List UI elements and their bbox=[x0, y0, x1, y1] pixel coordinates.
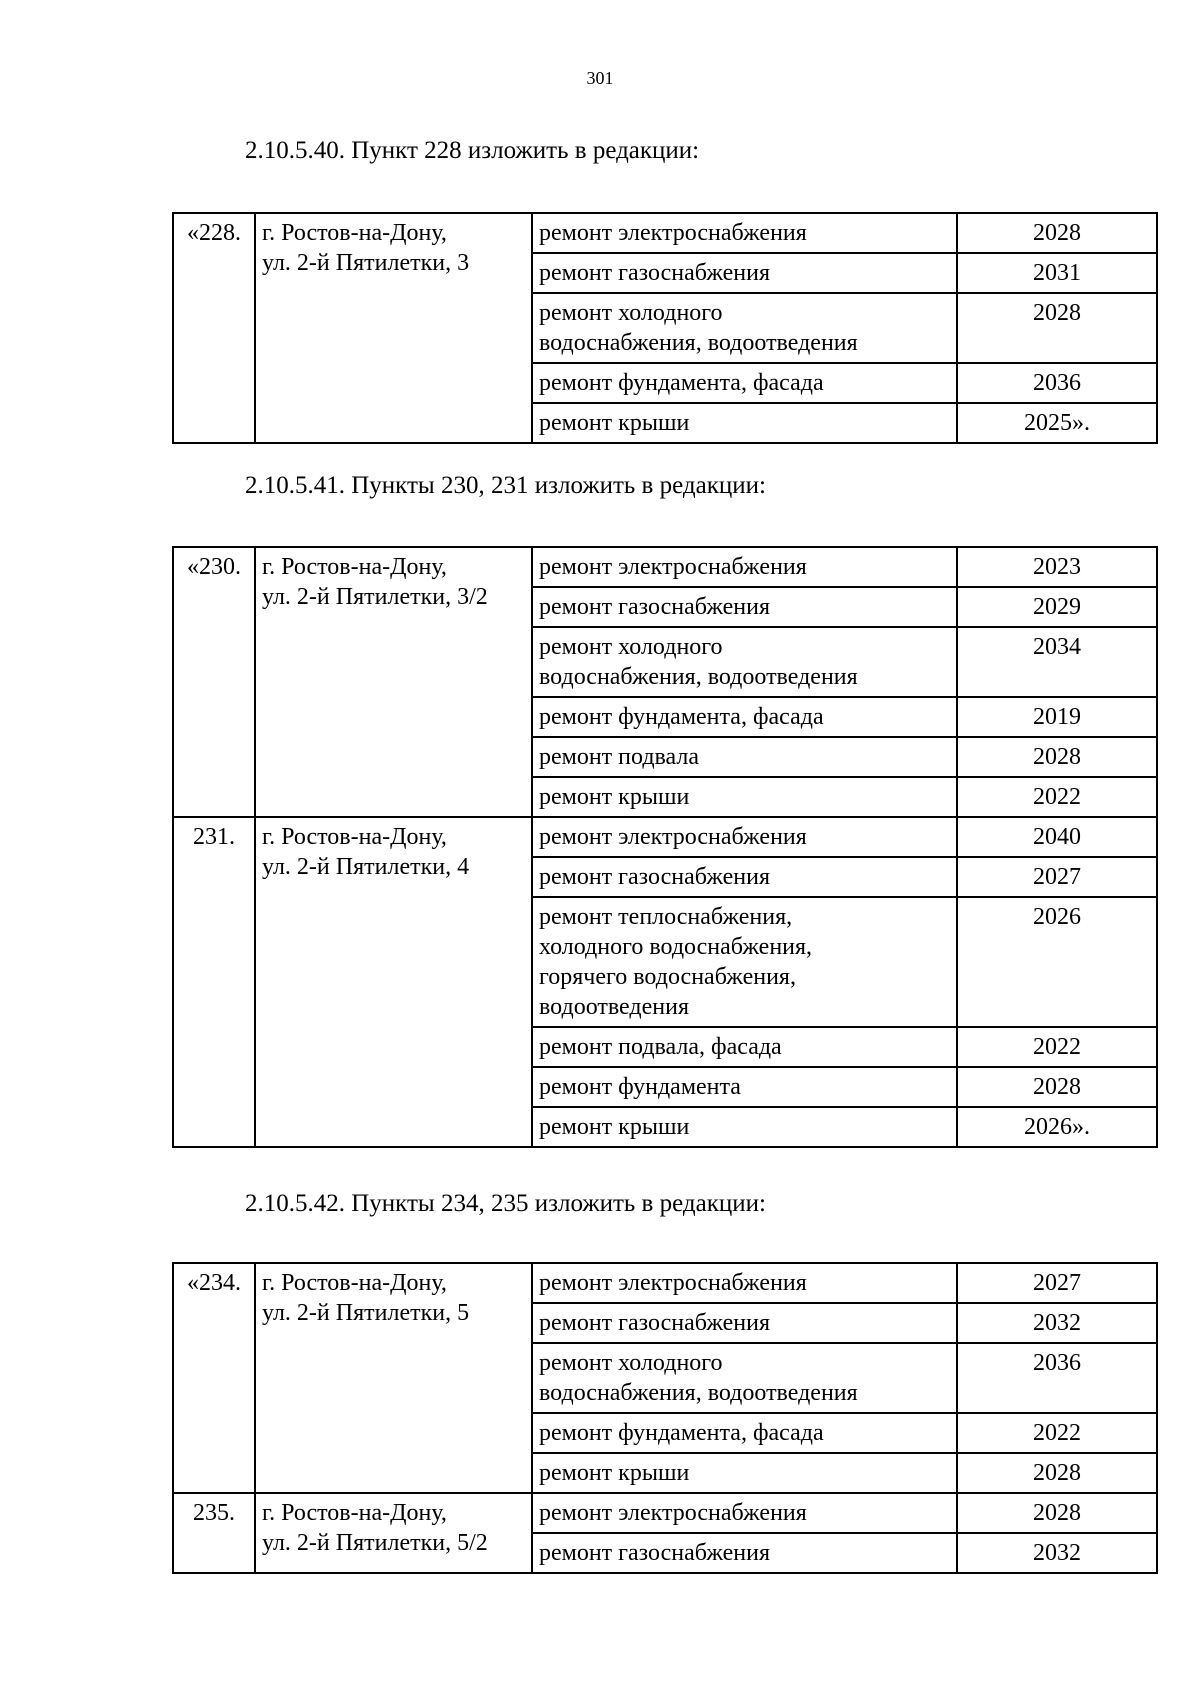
text-line: ремонт крыши bbox=[539, 784, 690, 810]
text-line: ремонт крыши bbox=[539, 1114, 690, 1140]
work-type-cell bbox=[532, 547, 957, 587]
work-type-cell bbox=[532, 817, 957, 857]
text-line: ремонт газоснабжения bbox=[539, 864, 771, 890]
text-line: г. Ростов-на-Дону, bbox=[262, 1270, 447, 1296]
year-cell: 2028 bbox=[957, 1453, 1157, 1493]
text-line: водоснабжения, водоотведения bbox=[539, 330, 858, 356]
work-type-cell bbox=[532, 1107, 957, 1147]
text-line: ремонт электроснабжения bbox=[539, 1270, 807, 1296]
work-type-cell bbox=[532, 697, 957, 737]
year-cell: 2029 bbox=[957, 587, 1157, 627]
item-number: 231. bbox=[173, 817, 255, 1147]
year-cell: 2022 bbox=[957, 1413, 1157, 1453]
work-type-cell bbox=[532, 897, 957, 1027]
work-type-cell bbox=[532, 1413, 957, 1453]
table-body bbox=[173, 547, 1157, 1147]
year-cell: 2022 bbox=[957, 777, 1157, 817]
year-cell: 2028 bbox=[957, 213, 1157, 253]
text-line: ремонт теплоснабжения, bbox=[539, 904, 793, 930]
text-line: г. Ростов-на-Дону, bbox=[262, 554, 447, 580]
year-cell: 2032 bbox=[957, 1303, 1157, 1343]
item-number: «234. bbox=[173, 1263, 255, 1493]
text-line: холодного водоснабжения, bbox=[539, 934, 813, 960]
text-line: ремонт газоснабжения bbox=[539, 260, 771, 286]
year-cell: 2036 bbox=[957, 1343, 1157, 1413]
year-cell: 2031 bbox=[957, 253, 1157, 293]
table-row bbox=[173, 1493, 1157, 1533]
year-cell: 2028 bbox=[957, 293, 1157, 363]
work-type-cell bbox=[532, 293, 957, 363]
work-type-cell bbox=[532, 737, 957, 777]
text-line: горячего водоснабжения, bbox=[539, 964, 796, 990]
year-cell: 2036 bbox=[957, 363, 1157, 403]
text-line: ремонт электроснабжения bbox=[539, 1500, 807, 1526]
text-line: г. Ростов-на-Дону, bbox=[262, 1500, 447, 1526]
item-number: «228. bbox=[173, 213, 255, 443]
text-line: ремонт крыши bbox=[539, 410, 690, 436]
item-number: «230. bbox=[173, 547, 255, 817]
year-cell: 2025». bbox=[957, 403, 1157, 443]
text-line: г. Ростов-на-Дону, bbox=[262, 220, 447, 246]
year-cell: 2027 bbox=[957, 1263, 1157, 1303]
text-line: ремонт подвала, фасада bbox=[539, 1034, 782, 1060]
text-line: ремонт фундамента, фасада bbox=[539, 704, 824, 730]
page-number: 301 bbox=[586, 68, 614, 88]
text-line: водоснабжения, водоотведения bbox=[539, 664, 858, 690]
text-line: ремонт холодного bbox=[539, 300, 723, 326]
year-cell: 2022 bbox=[957, 1027, 1157, 1067]
table-body bbox=[173, 1263, 1157, 1573]
table-body bbox=[173, 213, 1157, 443]
text-line: ремонт холодного bbox=[539, 1350, 723, 1376]
text-line: г. Ростов-на-Дону, bbox=[262, 824, 447, 850]
text-line: водоотведения bbox=[539, 994, 689, 1020]
text-line: ремонт подвала bbox=[539, 744, 700, 770]
text-line: ремонт газоснабжения bbox=[539, 594, 771, 620]
repair-table bbox=[172, 212, 1158, 444]
work-type-cell bbox=[532, 253, 957, 293]
year-cell: 2019 bbox=[957, 697, 1157, 737]
work-type-cell bbox=[532, 1263, 957, 1303]
address-cell bbox=[255, 1263, 532, 1493]
work-type-cell bbox=[532, 1027, 957, 1067]
work-type-cell bbox=[532, 213, 957, 253]
text-line: ул. 2-й Пятилетки, 4 bbox=[262, 854, 470, 880]
address-cell bbox=[255, 1493, 532, 1573]
address-cell bbox=[255, 213, 532, 443]
year-cell: 2023 bbox=[957, 547, 1157, 587]
section-heading: 2.10.5.40. Пункт 228 изложить в редакции: bbox=[245, 137, 700, 164]
work-type-cell bbox=[532, 403, 957, 443]
work-type-cell bbox=[532, 587, 957, 627]
text-line: ремонт газоснабжения bbox=[539, 1310, 771, 1336]
text-line: ремонт фундамента bbox=[539, 1074, 741, 1100]
work-type-cell bbox=[532, 777, 957, 817]
text-line: ул. 2-й Пятилетки, 3/2 bbox=[262, 584, 488, 610]
repair-table bbox=[172, 1262, 1158, 1574]
text-line: ремонт холодного bbox=[539, 634, 723, 660]
text-line: ремонт электроснабжения bbox=[539, 554, 807, 580]
work-type-cell bbox=[532, 1453, 957, 1493]
year-cell: 2034 bbox=[957, 627, 1157, 697]
address-cell bbox=[255, 817, 532, 1147]
work-type-cell bbox=[532, 1493, 957, 1533]
table-row bbox=[173, 817, 1157, 857]
text-line: ул. 2-й Пятилетки, 5 bbox=[262, 1300, 470, 1326]
address-cell bbox=[255, 547, 532, 817]
text-line: водоснабжения, водоотведения bbox=[539, 1380, 858, 1406]
work-type-cell bbox=[532, 1067, 957, 1107]
year-cell: 2040 bbox=[957, 817, 1157, 857]
text-line: ремонт электроснабжения bbox=[539, 220, 807, 246]
text-line: ремонт фундамента, фасада bbox=[539, 370, 824, 396]
year-cell: 2026 bbox=[957, 897, 1157, 1027]
table-row bbox=[173, 213, 1157, 253]
text-line: ремонт газоснабжения bbox=[539, 1540, 771, 1566]
year-cell: 2026». bbox=[957, 1107, 1157, 1147]
table-row bbox=[173, 1263, 1157, 1303]
item-number: 235. bbox=[173, 1493, 255, 1573]
text-line: ремонт электроснабжения bbox=[539, 824, 807, 850]
work-type-cell bbox=[532, 1533, 957, 1573]
work-type-cell bbox=[532, 1303, 957, 1343]
work-type-cell bbox=[532, 857, 957, 897]
year-cell: 2028 bbox=[957, 737, 1157, 777]
repair-table bbox=[172, 546, 1158, 1148]
work-type-cell bbox=[532, 363, 957, 403]
text-line: ремонт крыши bbox=[539, 1460, 690, 1486]
year-cell: 2028 bbox=[957, 1493, 1157, 1533]
text-line: ул. 2-й Пятилетки, 5/2 bbox=[262, 1530, 488, 1556]
text-line: ул. 2-й Пятилетки, 3 bbox=[262, 250, 470, 276]
work-type-cell bbox=[532, 627, 957, 697]
table-row bbox=[173, 547, 1157, 587]
work-type-cell bbox=[532, 1343, 957, 1413]
section-heading: 2.10.5.41. Пункты 230, 231 изложить в редакции: bbox=[245, 472, 766, 499]
year-cell: 2032 bbox=[957, 1533, 1157, 1573]
text-line: ремонт фундамента, фасада bbox=[539, 1420, 824, 1446]
year-cell: 2027 bbox=[957, 857, 1157, 897]
year-cell: 2028 bbox=[957, 1067, 1157, 1107]
section-heading: 2.10.5.42. Пункты 234, 235 изложить в редакции: bbox=[245, 1190, 766, 1217]
